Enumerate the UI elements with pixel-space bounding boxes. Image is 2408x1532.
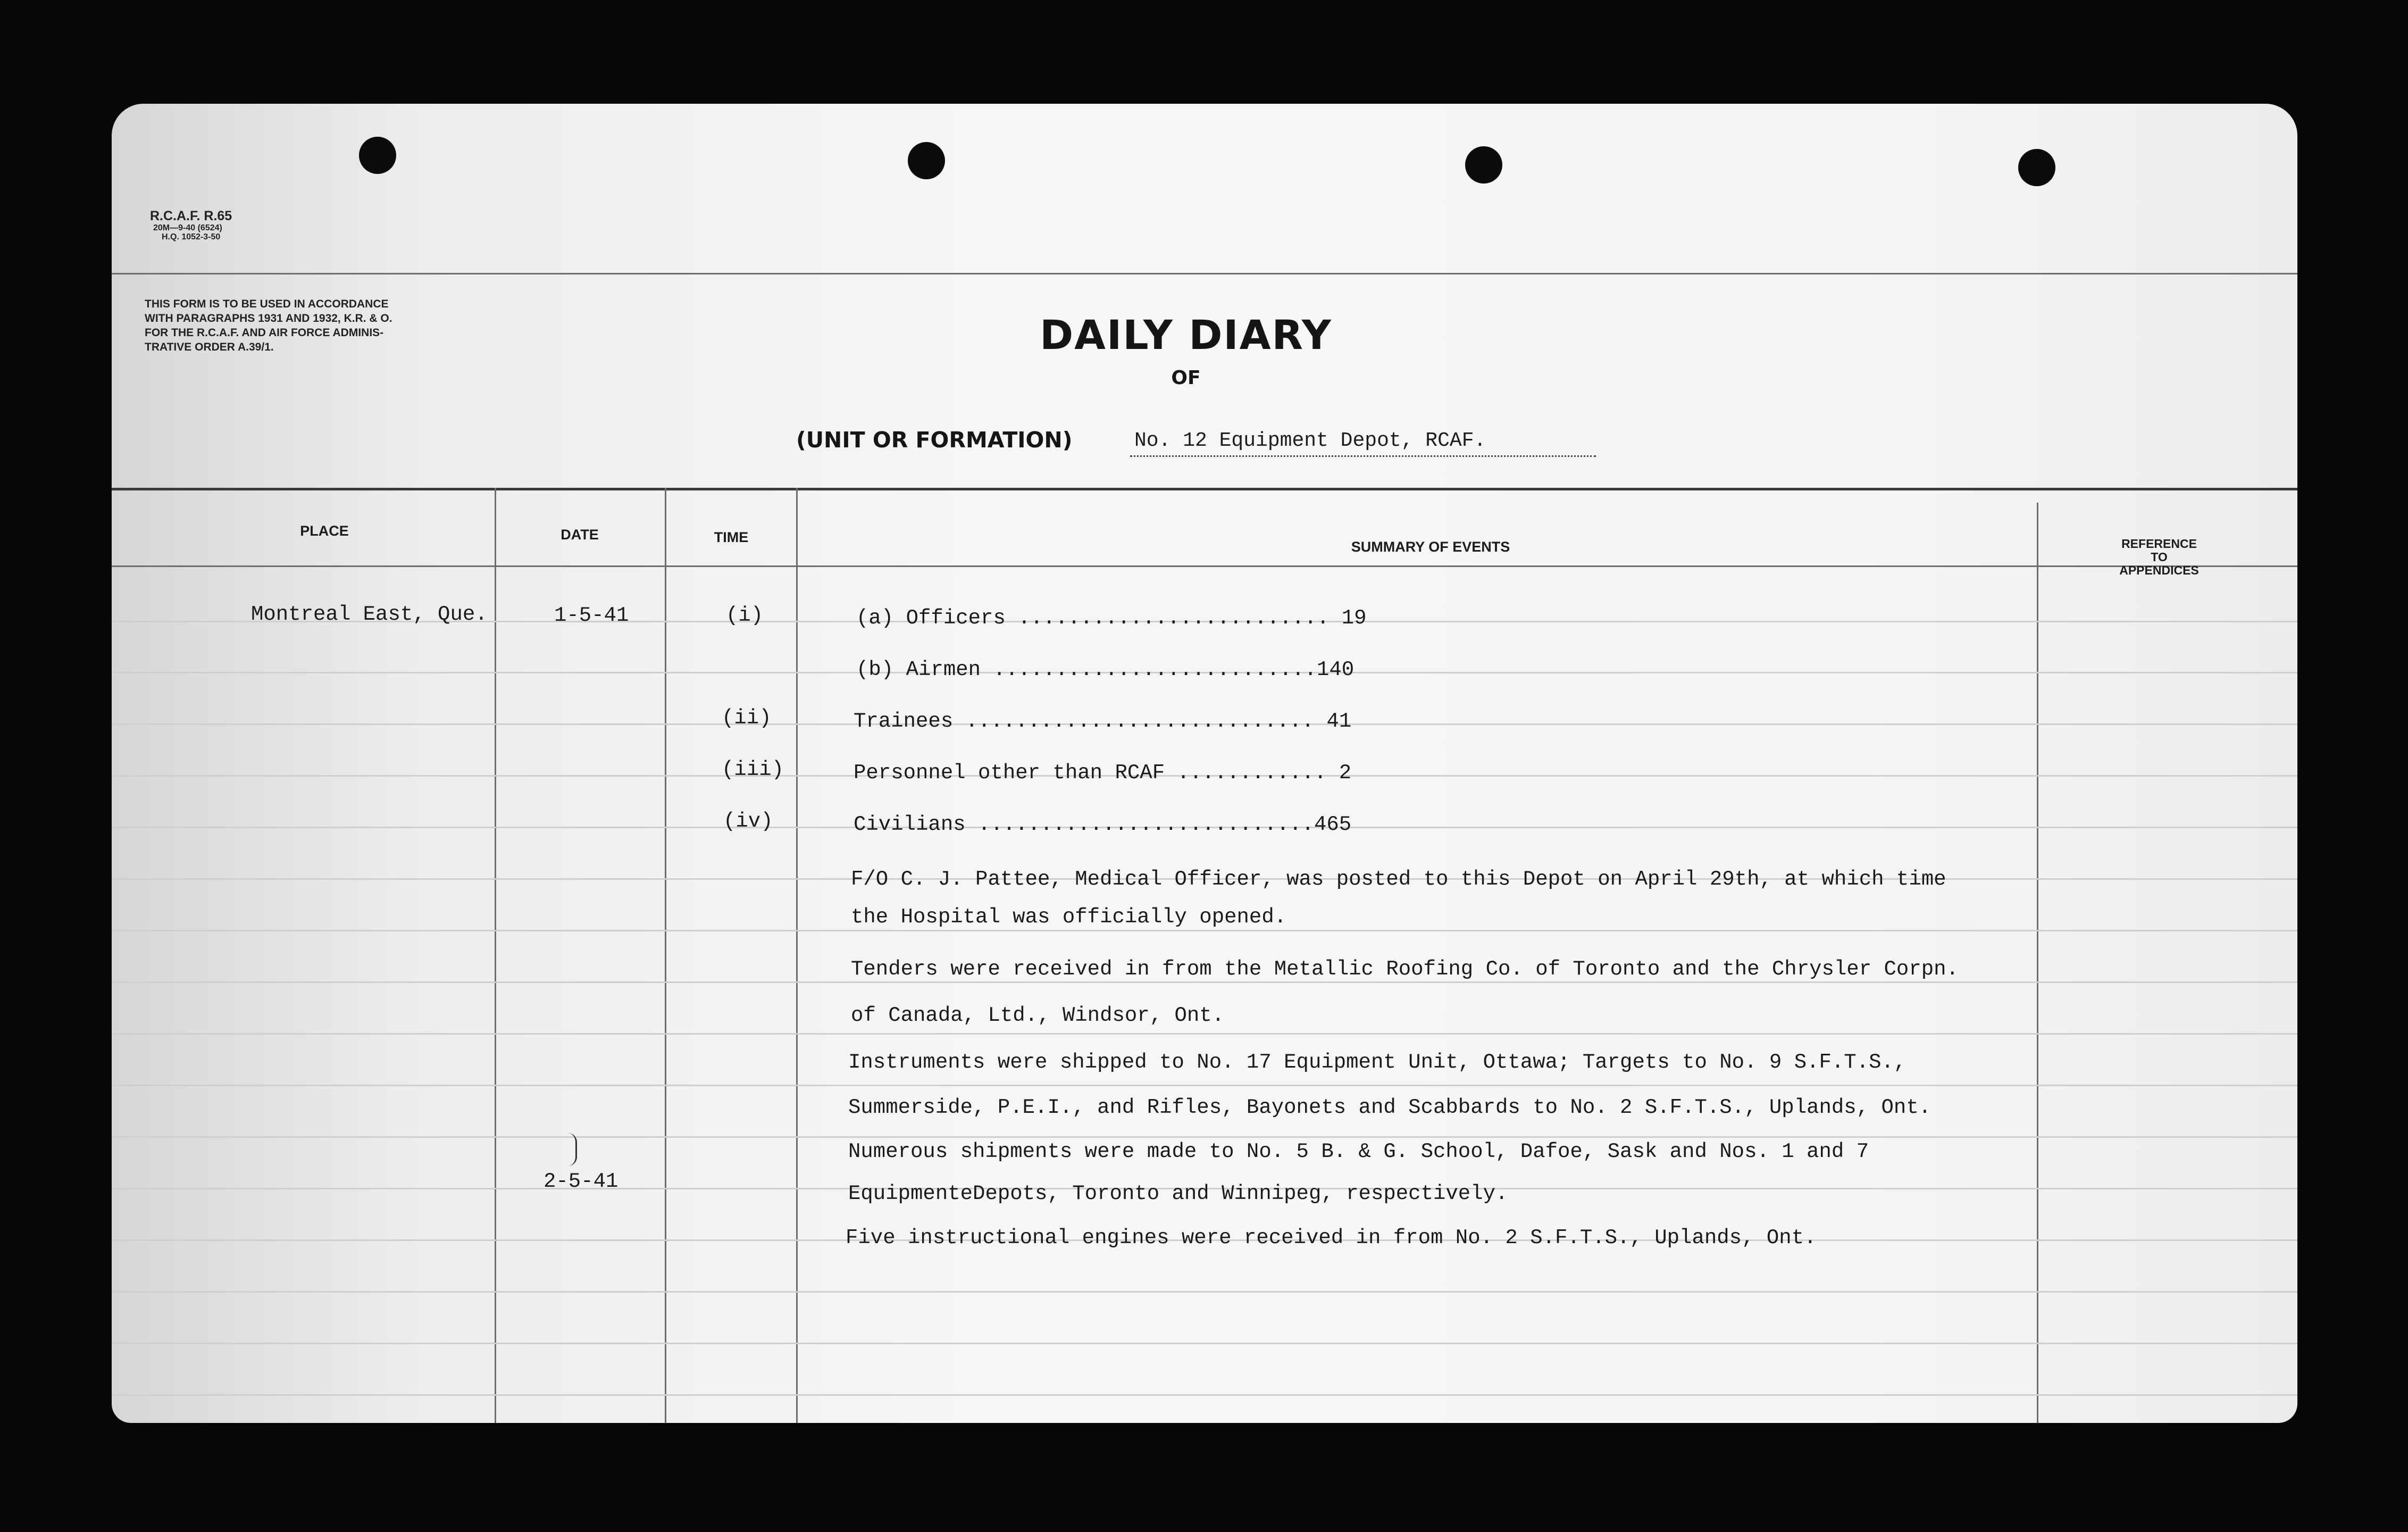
form-reference [150,209,232,242]
column-divider [2037,503,2038,1423]
ruled-line [112,1343,2297,1344]
column-header-summary: SUMMARY OF EVENTS [1351,539,1510,555]
summary-line: the Hospital was officially opened. [851,905,1287,929]
table-top-rule [112,488,2297,490]
summary-line: (a) Officers ......................... 19 [856,606,1367,630]
punch-hole [1465,146,1502,184]
diary-form [112,104,2297,1423]
form-number: R.C.A.F. R.65 [150,209,232,223]
punch-hole [359,137,396,174]
date-bracket [568,1133,577,1166]
summary-line: F/O C. J. Pattee, Medical Officer, was posted to this Depot on April 29th, at which time [851,868,1946,891]
ruled-line [112,1033,2297,1035]
summary-line: Summerside, P.E.I., and Rifles, Bayonets and Scabbards to No. 2 S.F.T.S., Uplands, Ont. [848,1096,1932,1119]
column-header-reference: REFERENCE TO APPENDICES [2119,537,2199,577]
page-title: DAILY DIARY [1040,311,1332,359]
entry-place: Montreal East, Que. [251,603,488,626]
entry-time: (ii) [722,706,772,730]
summary-line: Tenders were received in from the Metallic Roofing Co. of Toronto and the Chrysler Corpn. [851,958,1959,981]
ruled-line [112,1085,2297,1086]
punch-hole [908,142,945,179]
summary-line: (b) Airmen ..........................140 [856,658,1354,681]
entry-time: (i) [726,604,764,627]
summary-line: Instruments were shipped to No. 17 Equipment Unit, Ottawa; Targets to No. 9 S.F.T.S., [848,1051,1907,1074]
summary-line: Five instructional engines were received in from No. 2 S.F.T.S., Uplands, Ont. [846,1226,1817,1250]
summary-line: Trainees ............................ 41 [854,710,1352,733]
column-divider [796,488,798,1423]
ruled-line [112,1394,2297,1396]
summary-line: Personnel other than RCAF ............ 2 [854,761,1352,785]
ruled-line [112,930,2297,931]
entry-time: (iii) [722,758,784,781]
column-header-time: TIME [714,529,749,545]
column-divider [665,488,666,1423]
ruled-line [112,981,2297,983]
column-header-place: PLACE [300,523,349,539]
ruled-line [112,1136,2297,1138]
form-instruction: THIS FORM IS TO BE USED IN ACCORDANCE WITH PARAGRAPHS 1931 AND 1932, K.R. & O. FOR THE R.C.A.F. AND AIR FORCE ADMINIS- TRATIVE ORDER A.39/1. [145,298,392,353]
entry-date: 1-5-41 [554,604,629,627]
punch-hole [2018,149,2055,186]
print-code: 20M—9-40 (6524) [153,223,222,232]
entry-time: (iv) [723,810,773,833]
column-header-date: DATE [561,527,599,543]
header-rule [112,273,2297,274]
table-header-rule [112,565,2297,567]
summary-line: Civilians ...........................465 [854,813,1352,836]
summary-line: EquipmenteDepots, Toronto and Winnipeg, respectively. [848,1182,1508,1205]
unit-value: No. 12 Equipment Depot, RCAF. [1130,429,1596,457]
ruled-line [112,1291,2297,1293]
print-code: H.Q. 1052-3-50 [162,232,221,242]
entry-date: 2-5-41 [544,1170,618,1193]
unit-label: (UNIT OR FORMATION) [796,427,1073,453]
summary-line: of Canada, Ltd., Windsor, Ont. [851,1004,1225,1027]
column-divider [495,488,496,1423]
title-of: OF [1171,367,1201,389]
summary-line: Numerous shipments were made to No. 5 B. & G. School, Dafoe, Sask and Nos. 1 and 7 [848,1140,1869,1163]
